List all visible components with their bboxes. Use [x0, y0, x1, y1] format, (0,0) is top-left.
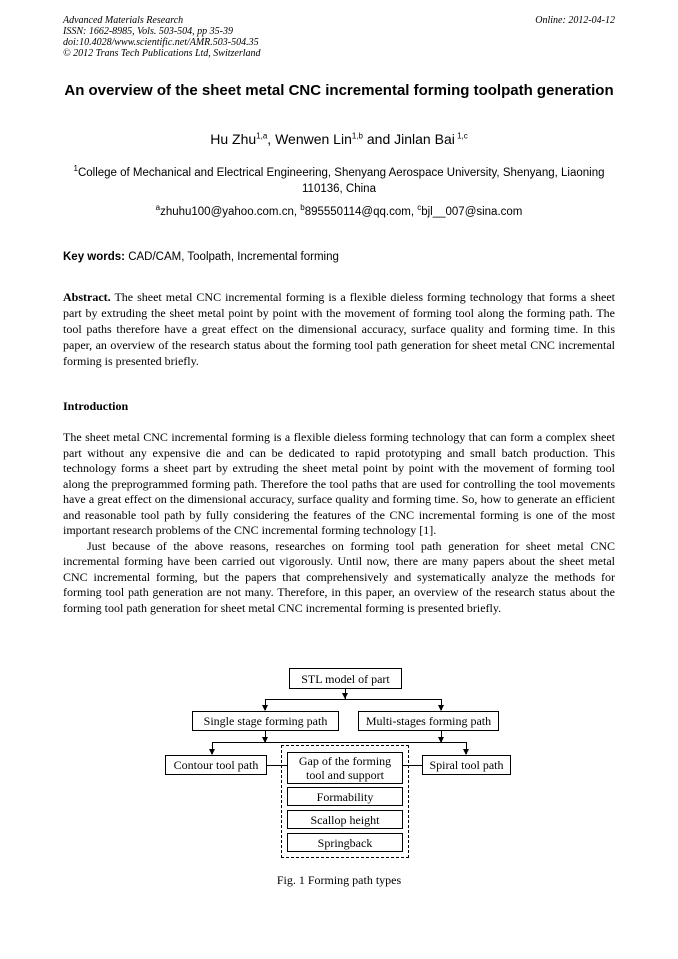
node-formability: Formability: [287, 787, 403, 806]
author-name: Jinlan Bai: [394, 131, 455, 147]
author-name: Wenwen Lin: [275, 131, 352, 147]
connector: [265, 699, 442, 700]
email-sup: c: [417, 203, 422, 213]
email-link[interactable]: zhuhu100@yahoo.com.cn: [160, 206, 294, 218]
author-sup: 1,b: [351, 131, 363, 141]
abstract-label: Abstract.: [63, 290, 111, 304]
node-single-stage: Single stage forming path: [192, 711, 339, 731]
paragraph: Just because of the above reasons, researches on forming tool path generation for sheet metal CNC incremental forming have been carried out vigorously. Until now, there are many papers about the sheet metal CNC incremental forming, but the papers that comprehensively and systematically analyze the methods for forming tool path generation are not many. Therefore, in this paper, an overview of the research status about the forming tool path generation for sheet metal CNC incremental forming is presented briefly.: [63, 538, 615, 615]
node-multi-stages: Multi-stages forming path: [358, 711, 499, 731]
keywords-label: Key words:: [63, 251, 125, 263]
section-heading-introduction: Introduction: [63, 399, 129, 413]
figure-caption: Fig. 1 Forming path types: [276, 873, 402, 887]
issn-line: ISSN: 1662-8985, Vols. 503-504, pp 35-39: [63, 26, 233, 37]
paper-title: An overview of the sheet metal CNC incremental forming toolpath generation: [64, 82, 614, 99]
connector: [403, 765, 422, 766]
copyright-line: © 2012 Trans Tech Publications Ltd, Switzerland: [63, 48, 261, 59]
email-separator: ,: [293, 206, 301, 218]
doi-line: doi:10.4028/www.scientific.net/AMR.503-504.35: [63, 37, 259, 48]
node-gap-tool-support: [287, 752, 403, 784]
node-scallop-height: Scallop height: [287, 810, 403, 829]
author-name: Hu Zhu: [210, 131, 257, 147]
journal-name: Advanced Materials Research: [63, 15, 184, 26]
author-separator: ,: [267, 131, 276, 147]
node-text-line: tool and support: [306, 768, 384, 782]
paragraph: The sheet metal CNC incremental forming is a flexible dieless forming technology that can form a complex sheet part without any expensive die and can be dedicated to rapid prototyping and small batch production. This technology forms a sheet part by extruding the sheet metal point by point with the movement of forming tool along the preprogrammed forming path. Therefore the tool paths that are used for controlling the tool movements have a great effect on the dimensional accuracy, surface quality and forming time. So, how to generate an efficient and reasonable tool path by fully considering the features of the CNC incremental forming is one of the most important research problems of the CNC incremental forming technology [1].: [63, 430, 615, 537]
node-springback: Springback: [287, 833, 403, 852]
author-sup: 1,c: [454, 131, 468, 141]
email-link[interactable]: bjl__007@sina.com: [421, 206, 523, 218]
email-link[interactable]: 895550114@qq.com: [304, 206, 411, 218]
author-separator: and: [363, 131, 395, 147]
author-sup: 1,a: [256, 131, 268, 141]
node-contour-tool-path: Contour tool path: [165, 755, 267, 775]
node-text-line: Gap of the forming: [298, 754, 392, 768]
node-spiral-tool-path: Spiral tool path: [422, 755, 511, 775]
keywords-text: CAD/CAM, Toolpath, Incremental forming: [125, 251, 339, 263]
node-stl-model: STL model of part: [289, 668, 402, 689]
email-sup: a: [155, 203, 161, 213]
abstract-text: The sheet metal CNC incremental forming is a flexible dieless forming technology that forms a sheet part by extruding the sheet metal point by point with the movement of forming tool along the forming path. The tool paths therefore have a great effect on the dimensional accuracy, surface quality and forming time. In this paper, an overview of the research status about the forming tool path generation for sheet metal CNC incremental forming is presented briefly.: [63, 290, 615, 368]
connector: [267, 765, 287, 766]
email-sup: b: [300, 203, 305, 213]
email-separator: ,: [410, 206, 418, 218]
connector: [441, 742, 467, 743]
online-date: Online: 2012-04-12: [535, 15, 615, 26]
affiliation-text: College of Mechanical and Electrical Engineering, Shenyang Aerospace University, Shenyang, Liaoning 110136, China: [77, 167, 605, 195]
affiliation-sup: 1: [73, 164, 78, 174]
connector: [212, 742, 441, 743]
